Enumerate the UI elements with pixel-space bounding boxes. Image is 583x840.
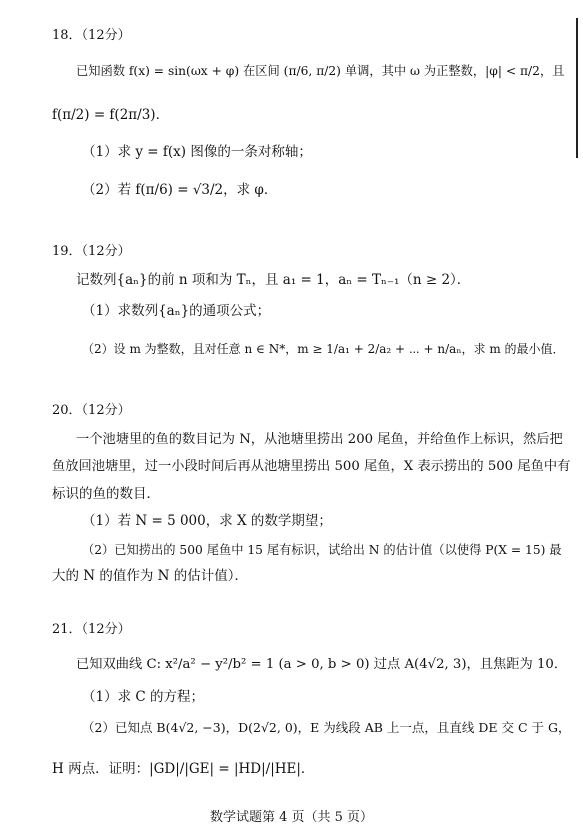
q20-part2-b: 大的 N 的值作为 N 的估计值）．: [52, 568, 249, 584]
q18-part2: （2）若 f(π/6) = √3/2，求 φ．: [82, 182, 278, 198]
q20-line2: 鱼放回池塘里，过一小段时间后再从池塘里捞出 500 尾鱼，X 表示捞出的 500 尾鱼中有: [52, 459, 571, 474]
q21-header: 21．（12分）: [52, 622, 131, 637]
page-footer: 数学试题第 4 页（共 5 页）: [209, 810, 374, 825]
q20-header: 20．（12分）: [52, 403, 131, 418]
q20-line3: 标识的鱼的数目．: [52, 486, 160, 502]
q18-part1: （1）求 y = f(x) 图像的一条对称轴；: [82, 144, 312, 160]
q18-header: 18．（12分）: [52, 28, 131, 43]
page-edge-line: [576, 18, 578, 158]
q21-part2-b: H 两点．证明：|GD|/|GE| = |HD|/|HE|．: [52, 761, 315, 777]
q18-line1: 已知函数 f(x) = sin(ωx + φ) 在区间 (π/6, π/2) 单调，其中 ω 为正整数，|φ| < π/2，且: [76, 64, 565, 78]
q19-header: 19．（12分）: [52, 244, 131, 259]
q19-part1: （1）求数列{aₙ}的通项公式；: [82, 303, 271, 319]
q20-part2-a: （2）已知捞出的 500 尾鱼中 15 尾有标识，试给出 N 的估计值（以使得 P(X = 15) 最: [82, 543, 562, 557]
q20-part1: （1）若 N = 5 000，求 X 的数学期望；: [82, 513, 332, 529]
q19-line1: 记数列{aₙ}的前 n 项和为 Tₙ，且 a₁ = 1，aₙ = Tₙ₋₁（n ≥ 2）．: [76, 272, 471, 288]
q19-part2: （2）设 m 为整数，且对任意 n ∈ N*，m ≥ 1/a₁ + 2/a₂ + ⋯ + n/aₙ，求 m 的最小值．: [82, 342, 565, 356]
q20-line1: 一个池塘里的鱼的数目记为 N，从池塘里捞出 200 尾鱼，并给鱼作上标识，然后把: [76, 432, 563, 447]
q21-part1: （1）求 C 的方程；: [82, 689, 205, 705]
q21-line1: 已知双曲线 C: x²/a² − y²/b² = 1 (a > 0, b > 0) 过点 A(4√2, 3)，且焦距为 10．: [76, 657, 568, 672]
q21-part2-a: （2）已知点 B(4√2, −3)，D(2√2, 0)，E 为线段 AB 上一点，且直线 DE 交 C 于 G，: [82, 720, 571, 735]
q18-line2: f(π/2) = f(2π/3)．: [52, 107, 170, 123]
